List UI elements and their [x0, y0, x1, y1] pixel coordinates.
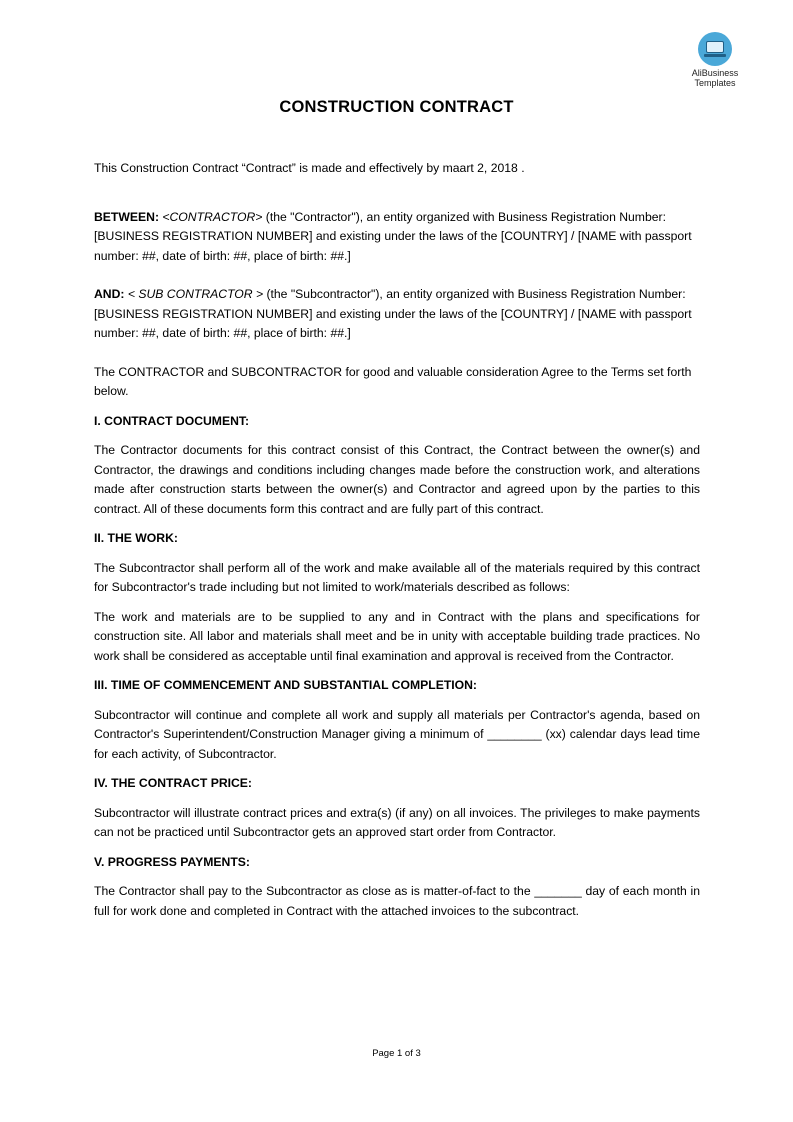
contract-price-paragraph: Subcontractor will illustrate contract prices and extra(s) (if any) on all invoices. The privileges to make payments can not be practiced until Subcontractor gets an approved start order from Contractor.	[94, 805, 700, 839]
progress-payments-paragraph: The Contractor shall pay to the Subcontractor as close as is matter-of-fact to the _______ day of each month in full for work done and completed in Contract with the attached invoices to the subcontract.	[94, 884, 700, 918]
company-logo	[682, 32, 748, 88]
contractor-placeholder: <CONTRACTOR>	[162, 209, 263, 224]
the-work-paragraph-1: The Subcontractor shall perform all of the work and make available all of the materials required by this contract for Subcontractor's trade including but not limited to work/materials described as follows:	[94, 560, 700, 594]
section-heading-contract-document: I. CONTRACT DOCUMENT:	[94, 413, 250, 428]
section-heading-the-work: II. THE WORK:	[94, 531, 178, 545]
document-title: CONSTRUCTION CONTRACT	[279, 98, 514, 116]
and-paragraph	[94, 285, 700, 344]
logo-line-2: Templates	[694, 78, 736, 88]
intro-paragraph: This Construction Contract “Contract” is made and effectively by maart 2, 2018 .	[94, 161, 525, 175]
logo-line-1: AliBusiness	[691, 68, 739, 78]
agree-paragraph: The CONTRACTOR and SUBCONTRACTOR for good and valuable consideration Agree to the Terms set forth below.	[94, 364, 692, 398]
laptop-icon	[698, 32, 732, 66]
between-text: (the "Contractor"), an entity organized with Business Registration Number: [BUSINESS REGISTRATION NUMBER] and existing under the laws of the [COUNTRY] / [NAME with passport number: ##, date of birth: ##, place of birth: ##.]	[94, 209, 692, 263]
and-text: (the "Subcontractor"), an entity organized with Business Registration Number: [BUSINESS REGISTRATION NUMBER] and existing under the laws of the [COUNTRY] / [NAME with passport number: ##, date of birth: ##, place of birth: ##.]	[94, 287, 692, 340]
document-body	[94, 159, 700, 921]
section-heading-time-of-commencement: III. TIME OF COMMENCEMENT AND SUBSTANTIAL COMPLETION:	[94, 678, 477, 692]
the-work-paragraph-2: The work and materials are to be supplied to any and in Contract with the plans and specifications for construction site. All labor and materials shall meet and be in unity with acceptable building trade practices. No work shall be considered as acceptable until final examination and approval is received from the Contractor.	[94, 609, 700, 663]
logo-text	[682, 68, 748, 88]
section-heading-progress-payments: V. PROGRESS PAYMENTS:	[94, 854, 250, 869]
contract-document-paragraph: The Contractor documents for this contract consist of this Contract, the Contract between the owner(s) and Contractor, the drawings and conditions including changes made before the construction work, and alterations made after construction starts between the owner(s) and Contractor and agreed upon by the parties to this contract. All of these documents form this contract and are fully part of this contract.	[94, 443, 700, 516]
time-of-commencement-paragraph: Subcontractor will continue and complete all work and supply all materials per Contractor's agenda, based on Contractor's Superintendent/Construction Manager giving a minimum of ________ (xx) calendar days lead time for each activity, of Subcontractor.	[94, 707, 700, 761]
between-label: BETWEEN:	[94, 209, 159, 224]
between-paragraph	[94, 208, 700, 267]
page-number: Page 1 of 3	[372, 1048, 421, 1059]
and-label: AND:	[94, 287, 125, 301]
section-heading-contract-price: IV. THE CONTRACT PRICE:	[94, 776, 252, 790]
subcontractor-placeholder: < SUB CONTRACTOR >	[127, 287, 264, 301]
